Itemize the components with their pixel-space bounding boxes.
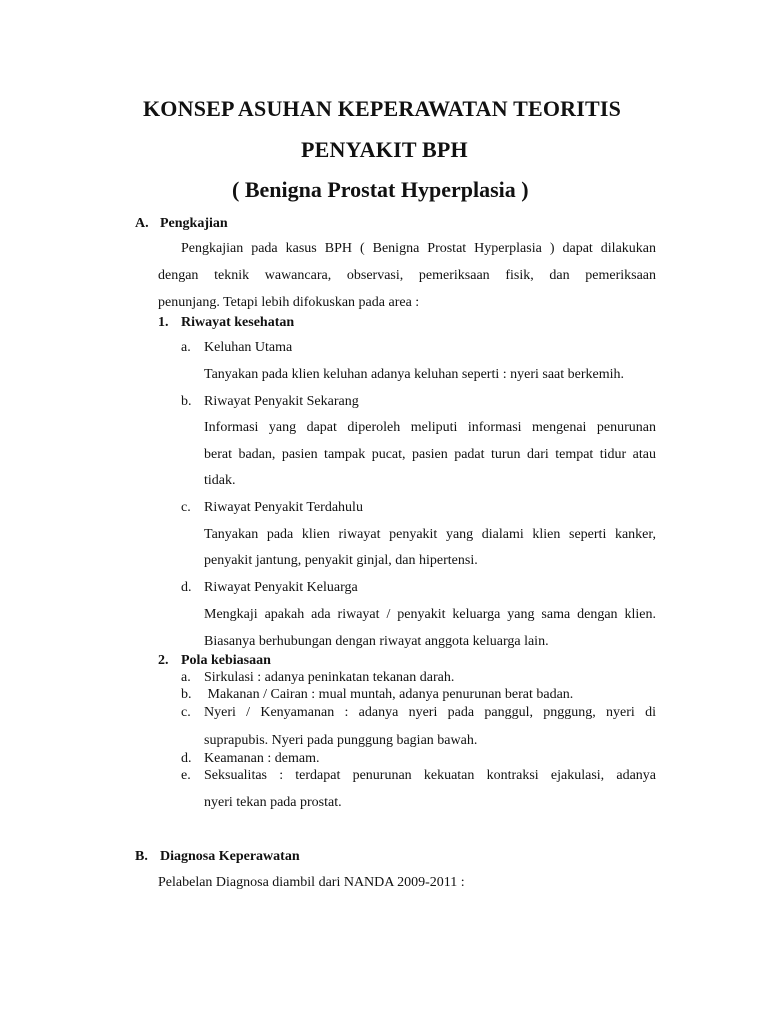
item1-a-text: Tanyakan pada klien keluhan adanya keluhan seperti : nyeri saat berkemih. (204, 367, 625, 382)
section-b-heading: Diagnosa Keperawatan (160, 849, 300, 864)
item1-d-text-line2: Biasanya berhubungan dengan riwayat anggota keluarga lain. (204, 634, 549, 649)
item1-c-text-line1: Tanyakan pada klien riwayat penyakit yang dialami klien seperti kanker, (204, 527, 656, 542)
section-b-marker: B. (135, 849, 148, 864)
item1-marker: 1. (158, 315, 169, 330)
item2-marker: 2. (158, 653, 169, 668)
item1-heading: Riwayat kesehatan (181, 315, 295, 330)
item1-c-text-line2: penyakit jantung, penyakit ginjal, dan hipertensi. (204, 553, 478, 568)
item2-c-text-line1: Nyeri / Kenyamanan : adanya nyeri pada panggul, pnggung, nyeri di (204, 705, 656, 720)
item2-a-marker: a. (181, 670, 191, 685)
item1-b-text-line3: tidak. (204, 473, 236, 488)
item2-heading: Pola kebiasaan (181, 653, 271, 668)
item1-b-marker: b. (181, 394, 192, 409)
item2-e-marker: e. (181, 768, 191, 783)
item1-a-marker: a. (181, 340, 191, 355)
item2-d-marker: d. (181, 751, 192, 766)
doc-title-line1: KONSEP ASUHAN KEPERAWATAN TEORITIS (143, 96, 622, 121)
section-a-intro-line1: Pengkajian pada kasus BPH ( Benigna Prostat Hyperplasia ) dapat dilakukan (181, 241, 656, 256)
item2-b-text: Makanan / Cairan : mual muntah, adanya penurunan berat badan. (204, 687, 574, 702)
item1-c-marker: c. (181, 500, 191, 515)
section-a-intro-line3: penunjang. Tetapi lebih difokuskan pada area : (158, 295, 420, 310)
item2-a-text: Sirkulasi : adanya peninkatan tekanan darah. (204, 670, 455, 685)
item2-d-text: Keamanan : demam. (204, 751, 320, 766)
item1-b-label: Riwayat Penyakit Sekarang (204, 394, 359, 409)
item1-b-text-line1: Informasi yang dapat diperoleh meliputi informasi mengenai penurunan (204, 420, 656, 435)
doc-title-line2: PENYAKIT BPH (301, 137, 468, 162)
section-b-intro: Pelabelan Diagnosa diambil dari NANDA 2009-2011 : (158, 875, 465, 890)
item1-d-label: Riwayat Penyakit Keluarga (204, 580, 358, 595)
item2-c-text-line2: suprapubis. Nyeri pada punggung bagian bawah. (204, 733, 478, 748)
item1-d-text-line1: Mengkaji apakah ada riwayat / penyakit keluarga yang sama dengan klien. (204, 607, 656, 622)
item2-c-marker: c. (181, 705, 191, 720)
section-a-intro-line2: dengan teknik wawancara, observasi, pemeriksaan fisik, dan pemeriksaan (158, 268, 656, 283)
item2-e-text-line1: Seksualitas : terdapat penurunan kekuatan kontraksi ejakulasi, adanya (204, 768, 656, 783)
section-a-marker: A. (135, 216, 149, 231)
item2-b-marker: b. (181, 687, 192, 702)
item1-b-text-line2: berat badan, pasien tampak pucat, pasien padat turun dari tempat tidur atau (204, 447, 656, 462)
item1-a-label: Keluhan Utama (204, 340, 293, 355)
section-a-heading: Pengkajian (160, 216, 228, 231)
item1-d-marker: d. (181, 580, 192, 595)
item1-c-label: Riwayat Penyakit Terdahulu (204, 500, 363, 515)
doc-subtitle: ( Benigna Prostat Hyperplasia ) (232, 177, 529, 202)
item2-e-text-line2: nyeri tekan pada prostat. (204, 795, 342, 810)
